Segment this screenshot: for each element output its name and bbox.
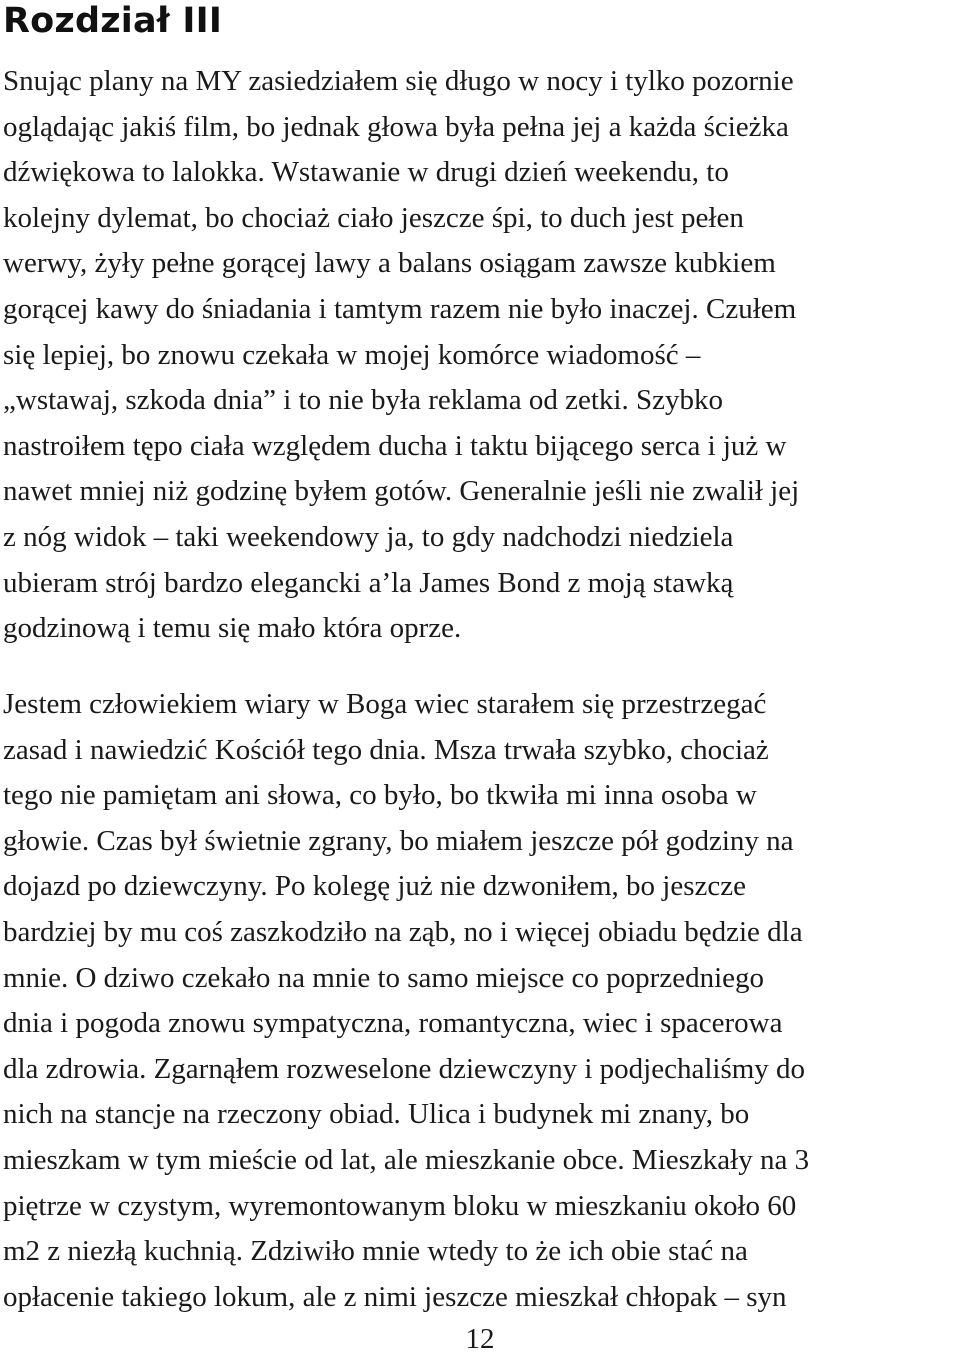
text-line: dla zdrowia. Zgarnąłem rozweselone dziewczyny i podjechaliśmy do	[3, 1052, 806, 1085]
text-line: mnie. O dziwo czekało na mnie to samo miejsce co poprzedniego	[3, 961, 764, 994]
text-line: bardziej by mu coś zaszkodziło na ząb, no i więcej obiadu będzie dla	[3, 915, 803, 948]
text-line: się lepiej, bo znowu czekała w mojej komórce wiadomość –	[3, 338, 701, 371]
text-line: dźwiękowa to lalokka. Wstawanie w drugi dzień weekendu, to	[3, 156, 729, 189]
text-line: Snując plany na MY zasiedziałem się długo w nocy i tylko pozornie	[3, 65, 794, 97]
text-line: opłacenie takiego lokum, ale z nimi jeszcze mieszkał chłopak – syn	[3, 1280, 787, 1313]
text-line: oglądając jakiś film, bo jednak głowa była pełna jej a każda ścieżka	[3, 110, 789, 143]
text-line: werwy, żyły pełne gorącej lawy a balans osiągam zawsze kubkiem	[3, 247, 776, 280]
paragraph-2	[3, 682, 809, 1320]
text-line: nawet mniej niż godzinę byłem gotów. Generalnie jeśli nie zwalił jej	[3, 475, 800, 508]
text-line: piętrze w czystym, wyremontowanym bloku w mieszkaniu około 60	[3, 1189, 797, 1222]
text-line: zasad i nawiedzić Kościół tego dnia. Msza trwała szybko, chociaż	[3, 733, 769, 766]
text-line: dnia i pogoda znowu sympatyczna, romantyczna, wiec i spacerowa	[3, 1007, 783, 1040]
text-line: nastroiłem tępo ciała względem ducha i taktu bijącego serca i już w	[3, 429, 787, 462]
text-line: tego nie pamiętam ani słowa, co było, bo tkwiła mi inna osoba w	[3, 779, 757, 812]
text-line: Jestem człowiekiem wiary w Boga wiec starałem się przestrzegać	[3, 688, 767, 720]
text-line: kolejny dylemat, bo chociaż ciało jeszcze śpi, to duch jest pełen	[3, 201, 744, 234]
text-line: godzinową i temu się mało która oprze.	[3, 612, 462, 645]
text-line: ubieram strój bardzo elegancki a’la James Bond z moją stawką	[3, 566, 734, 599]
text-line: nich na stancje na rzeczony obiad. Ulica i budynek mi znany, bo	[3, 1098, 750, 1131]
text-line: m2 z niezłą kuchnią. Zdziwiło mnie wtedy to że ich obie stać na	[3, 1235, 748, 1268]
chapter-title: Rozdział III	[3, 1, 223, 41]
paragraph-1	[3, 59, 799, 652]
text-line: z nóg widok – taki weekendowy ja, to gdy nadchodzi niedziela	[3, 520, 734, 553]
text-line: dojazd po dziewczyny. Po kolegę już nie dzwoniłem, bo jeszcze	[3, 870, 746, 903]
text-line: głowie. Czas był świetnie zgrany, bo miałem jeszcze pół godziny na	[3, 824, 794, 857]
text-line: gorącej kawy do śniadania i tamtym razem nie było inaczej. Czułem	[3, 292, 797, 325]
text-line: mieszkam w tym mieście od lat, ale mieszkanie obce. Mieszkały na 3	[3, 1143, 810, 1176]
text-line: „wstawaj, szkoda dnia” i to nie była reklama od zetki. Szybko	[3, 384, 723, 417]
page-number: 12	[465, 1323, 495, 1355]
